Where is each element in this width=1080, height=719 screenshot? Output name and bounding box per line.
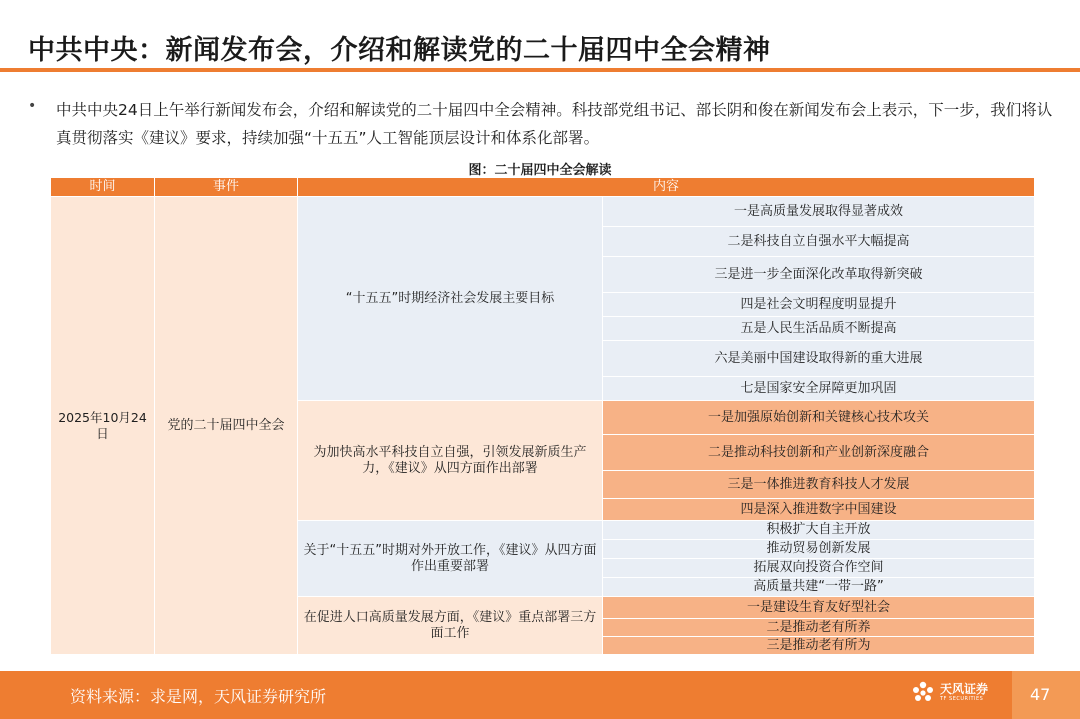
cell-group-goals: “十五五”时期经济社会发展主要目标	[298, 197, 603, 401]
cell-item: 三是推动老有所为	[603, 637, 1035, 655]
cell-group-opening: 关于“十五五”时期对外开放工作，《建议》从四方面作出重要部署	[298, 521, 603, 597]
page-title: 中共中央：新闻发布会，介绍和解读党的二十届四中全会精神	[28, 35, 771, 66]
cell-item: 三是进一步全面深化改革取得新突破	[603, 257, 1035, 293]
cell-item: 推动贸易创新发展	[603, 540, 1035, 559]
cell-item: 四是社会文明程度明显提升	[603, 293, 1035, 317]
figure-caption: 图：二十届四中全会解读	[468, 163, 612, 178]
cell-item: 积极扩大自主开放	[603, 521, 1035, 540]
cell-item: 一是建设生育友好型社会	[603, 597, 1035, 619]
table-row	[51, 197, 1035, 227]
header-content: 内容	[298, 178, 1035, 197]
plenum-table	[50, 177, 1035, 655]
header-event: 事件	[155, 178, 298, 197]
title-underline	[0, 68, 1080, 72]
cell-item: 三是一体推进教育科技人才发展	[603, 471, 1035, 499]
cell-item: 五是人民生活品质不断提高	[603, 317, 1035, 341]
cell-item: 二是推动老有所养	[603, 619, 1035, 637]
source-note: 资料来源：求是网，天风证券研究所	[70, 687, 327, 706]
cell-item: 四是深入推进数字中国建设	[603, 499, 1035, 521]
cell-group-tech: 为加快高水平科技自立自强，引领发展新质生产力，《建议》从四方面作出部署	[298, 401, 603, 521]
intro-paragraph: 中共中央24日上午举行新闻发布会，介绍和解读党的二十届四中全会精神。科技部党组书记、部长阴和俊在新闻发布会上表示，下一步，我们将认真贯彻落实《建议》要求，持续加强“十五五”人工智能顶层设计和体系化部署。	[56, 101, 1053, 147]
cell-item: 六是美丽中国建设取得新的重大进展	[603, 341, 1035, 377]
logo-name-en: TF SECURITIES	[940, 696, 984, 702]
cell-item: 一是加强原始创新和关键核心技术攻关	[603, 401, 1035, 435]
cell-group-population: 在促进人口高质量发展方面，《建议》重点部署三方面工作	[298, 597, 603, 655]
cell-time: 2025年10月24日	[51, 197, 155, 655]
tf-logo-icon	[910, 680, 936, 706]
cell-item: 拓展双向投资合作空间	[603, 559, 1035, 578]
logo-name-cn: 天风证券	[940, 682, 989, 696]
cell-item: 高质量共建“一带一路”	[603, 578, 1035, 597]
bullet-marker: •	[28, 98, 37, 114]
brand-logo	[910, 680, 988, 706]
cell-item: 二是推动科技创新和产业创新深度融合	[603, 435, 1035, 471]
page-number: 47	[1030, 685, 1051, 704]
cell-item: 一是高质量发展取得显著成效	[603, 197, 1035, 227]
cell-item: 七是国家安全屏障更加巩固	[603, 377, 1035, 401]
cell-item: 二是科技自立自强水平大幅提高	[603, 227, 1035, 257]
cell-event: 党的二十届四中全会	[155, 197, 298, 655]
table-header-row	[51, 178, 1035, 197]
header-time: 时间	[51, 178, 155, 197]
